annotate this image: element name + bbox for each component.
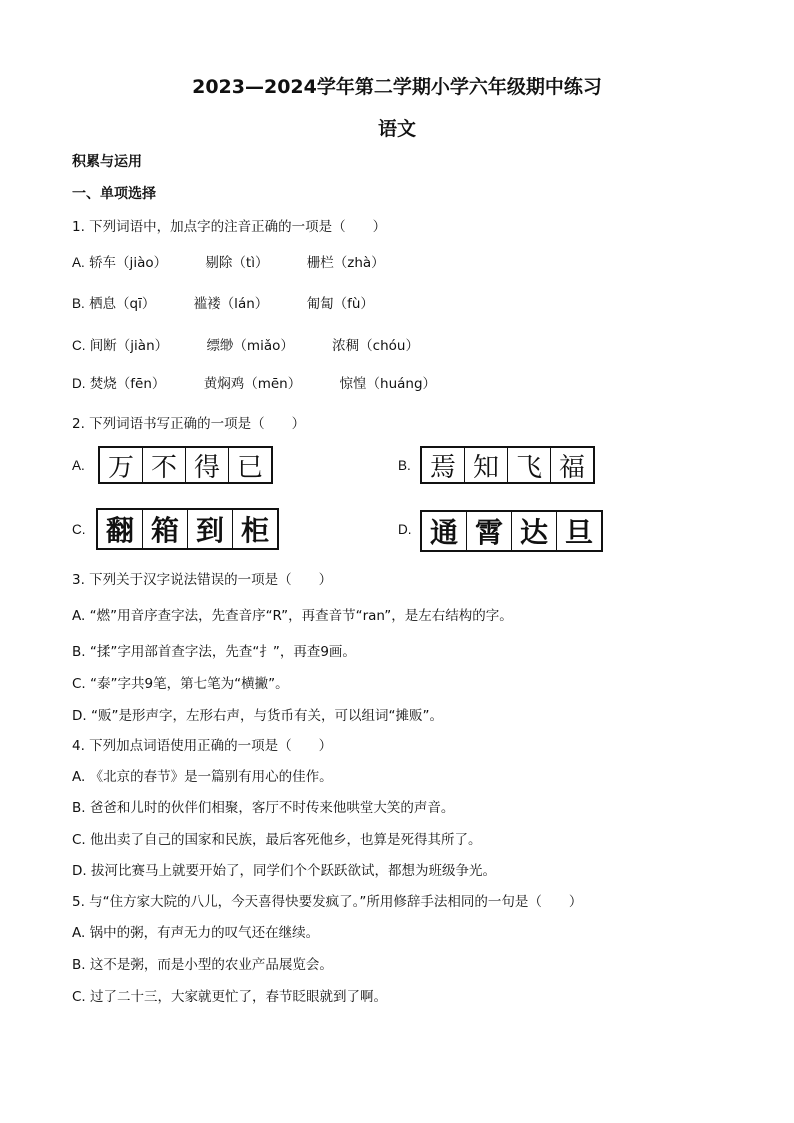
q4-stem: 4. 下列加点词语使用正确的一项是（ ） — [72, 738, 333, 754]
q2-option-d-label: D. — [398, 522, 412, 537]
part-heading: 一、单项选择 — [72, 186, 156, 202]
q5-option-a: A. 锅中的粥，有声无力的叹气还在继续。 — [72, 925, 320, 941]
q1-stem: 1. 下列词语中，加点字的注音正确的一项是（ ） — [72, 219, 387, 235]
q2-option-c-boxes — [96, 508, 279, 550]
subject-title: 语文 — [377, 118, 416, 140]
q1-option-c — [72, 334, 419, 354]
char-cell: 飞 — [508, 448, 551, 482]
char-cell: 福 — [558, 452, 585, 483]
char-cell: 不 — [143, 448, 186, 482]
q5-option-b: B. 这不是粥，而是小型的农业产品展览会。 — [72, 957, 333, 973]
q1-option-a — [72, 251, 385, 271]
q2-option-c-label: C. — [72, 522, 86, 537]
char-cell: 知 — [465, 448, 508, 482]
q2-option-b-label: B. — [398, 458, 411, 473]
char-cell: 万 — [100, 448, 143, 482]
section-heading: 积累与运用 — [72, 154, 142, 170]
char-cell: 通 — [422, 512, 467, 550]
q1-option-b — [72, 292, 374, 312]
char-cell: 达 — [512, 512, 557, 550]
q2-option-b-boxes — [420, 446, 595, 484]
option-item: 剔除（tì） — [205, 255, 269, 271]
q4-option-c: C. 他出卖了自己的国家和民族，最后客死他乡，也算是死得其所了。 — [72, 832, 482, 848]
q3-option-d: D. “贩”是形声字，左形右声，与货币有关，可以组词“摊贩”。 — [72, 708, 443, 724]
option-item: 焚烧（fēn） — [89, 376, 166, 392]
q3-stem: 3. 下列关于汉字说法错误的一项是（ ） — [72, 572, 333, 588]
char-cell: 焉 — [422, 448, 465, 482]
char-cell: 得 — [186, 448, 229, 482]
char-cell: 旦 — [564, 516, 593, 549]
option-item: 间断（jiàn） — [89, 338, 169, 354]
option-label: D. — [72, 376, 86, 391]
q2-option-a-boxes — [98, 446, 273, 484]
char-cell: 柜 — [240, 514, 269, 547]
q4-option-d: D. 拔河比赛马上就要开始了，同学们个个跃跃欲试，都想为班级争光。 — [72, 863, 496, 879]
q2-option-d-boxes — [420, 510, 603, 552]
option-item: 黄焖鸡（mēn） — [203, 376, 302, 392]
option-item: 匍匐（fù） — [306, 296, 374, 312]
char-cell: 箱 — [143, 510, 188, 548]
char-cell: 到 — [188, 510, 233, 548]
q4-option-b: B. 爸爸和儿时的伙伴们相聚，客厅不时传来他哄堂大笑的声音。 — [72, 800, 455, 816]
q4-option-a: A. 《北京的春节》是一篇别有用心的佳作。 — [72, 769, 333, 785]
char-cell: 翻 — [98, 510, 143, 548]
q3-option-b: B. “揉”字用部首查字法，先查“扌”，再查9画。 — [72, 644, 356, 660]
q2-option-a-label: A. — [72, 458, 85, 473]
q5-option-c: C. 过了二十三，大家就更忙了，春节眨眼就到了啊。 — [72, 989, 388, 1005]
q1-option-d — [72, 372, 436, 392]
option-label: B. — [72, 296, 85, 311]
q2-stem: 2. 下列词语书写正确的一项是（ ） — [72, 416, 306, 432]
char-cell: 霄 — [467, 512, 512, 550]
option-item: 褴褛（lán） — [193, 296, 269, 312]
option-item: 栖息（qī） — [89, 296, 156, 312]
option-item: 轿车（jiào） — [89, 255, 168, 271]
option-item: 缥缈（miǎo） — [206, 338, 294, 354]
option-item: 浓稠（chóu） — [332, 338, 419, 354]
option-label: A. — [72, 255, 85, 270]
q5-stem: 5. 与“住方家大院的八儿，今天喜得快要发疯了。”所用修辞手法相同的一句是（ ） — [72, 894, 583, 910]
option-item: 惊惶（huáng） — [339, 376, 437, 392]
q3-option-a: A. “燃”用音序查字法，先查音序“R”，再查音节“ran”，是左右结构的字。 — [72, 608, 513, 624]
q3-option-c: C. “泰”字共9笔，第七笔为“横撇”。 — [72, 676, 289, 692]
option-item: 栅栏（zhà） — [306, 255, 385, 271]
option-label: C. — [72, 338, 86, 353]
page-title: 2023—2024学年第二学期小学六年级期中练习 — [192, 76, 602, 98]
char-cell: 已 — [236, 452, 263, 483]
